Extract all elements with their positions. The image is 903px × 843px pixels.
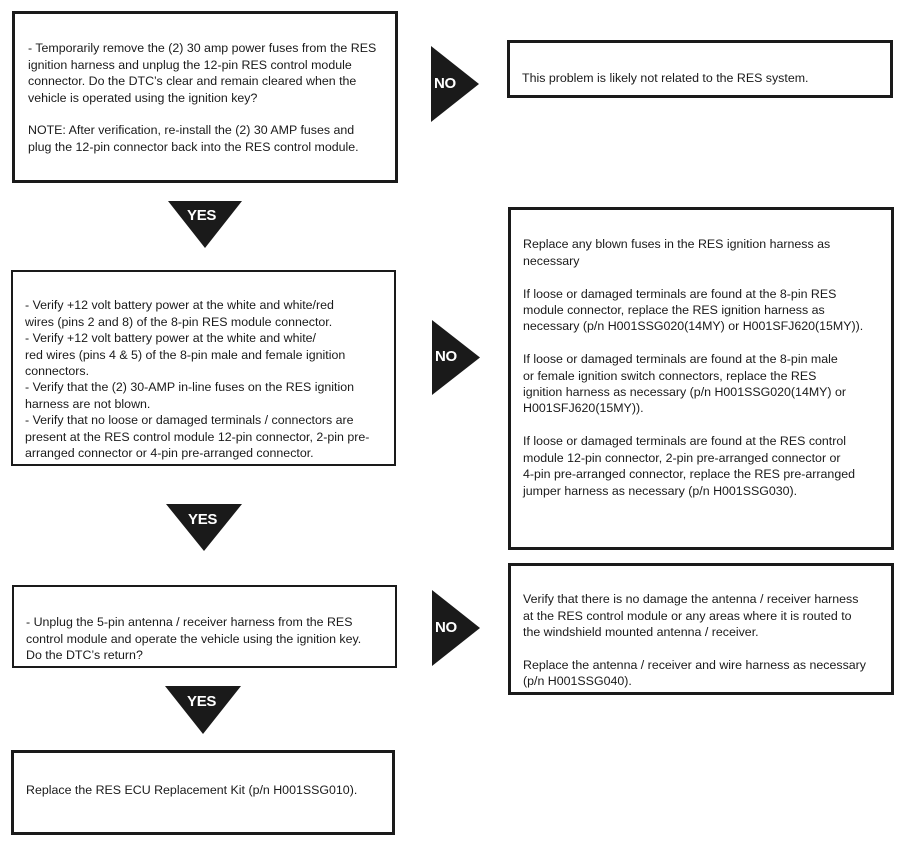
yes-label: YES <box>187 693 217 710</box>
outcome-3-box <box>508 563 894 695</box>
step-2-text: - Verify +12 volt battery power at the white and white/red wires (pins 2 and 8) of the 8-pin RES module connector. - Verify +12 volt battery power at the white and white/ red wires (pins 4 & 5) of the 8-pin male and female ignition connectors. - Verify that the (2) 30-AMP in-line fuses on the RES ignition harness are not blown. - Verify that no loose or damaged terminals / connectors are present at the RES control module 12-pin connector, 2-pin pre- arranged connector or 4-pin pre-arranged connector. <box>25 298 370 461</box>
no-arrow-2 <box>432 320 480 395</box>
yes-label: YES <box>188 511 218 528</box>
outcome-1-text: This problem is likely not related to the RES system. <box>522 71 809 86</box>
step-3-text: - Unplug the 5-pin antenna / receiver harness from the RES control module and operate the vehicle using the ignition key. Do the DTC’s return? <box>26 615 362 663</box>
no-arrow-3 <box>432 590 480 666</box>
outcome-1-box <box>507 40 893 98</box>
no-label: NO <box>434 75 456 92</box>
step-4-text: Replace the RES ECU Replacement Kit (p/n H001SSG010). <box>26 783 358 798</box>
no-label: NO <box>435 619 457 636</box>
yes-arrow-3 <box>165 686 241 734</box>
step-4-box <box>11 750 395 835</box>
no-arrow-1 <box>431 46 479 122</box>
yes-label: YES <box>187 207 217 224</box>
outcome-2-box <box>508 207 894 550</box>
step-2-box <box>11 270 396 466</box>
outcome-3-text: Verify that there is no damage the antenna / receiver harness at the RES control module or any areas where it is routed to the windshield mounted antenna / receiver. Replace the antenna / receiver and wire harness as necessary (p/n H001SSG040). <box>523 592 866 689</box>
outcome-2-text: Replace any blown fuses in the RES ignition harness as necessary If loose or damaged terminals are found at the 8-pin RES module connector, replace the RES ignition harness as necessary (p/n H001SSG020(14MY) or H001SFJ620(15MY)). If loose or damaged terminals are found at the 8-pin male or female ignition switch connectors, replace the RES ignition harness as necessary (p/n H001SSG020(14MY) or H001SFJ620(15MY)). If loose or damaged terminals are found at the RES control module 12-pin connector, 2-pin pre-arranged connector or 4-pin pre-arranged connector, replace the RES pre-arranged jumper harness as necessary (p/n H001SSG030). <box>523 237 864 498</box>
step-1-box <box>12 11 398 183</box>
step-3-box <box>12 585 397 668</box>
step-1-text: - Temporarily remove the (2) 30 amp power fuses from the RES ignition harness and unplug the 12-pin RES control module connector. Do the DTC’s clear and remain cleared when the vehicle is operated using the ignition key? NOTE: After verification, re-install the (2) 30 AMP fuses and plug the 12-pin connector back into the RES control module. <box>28 41 377 154</box>
yes-arrow-1 <box>168 201 242 248</box>
no-label: NO <box>435 348 457 365</box>
yes-arrow-2 <box>166 504 242 551</box>
